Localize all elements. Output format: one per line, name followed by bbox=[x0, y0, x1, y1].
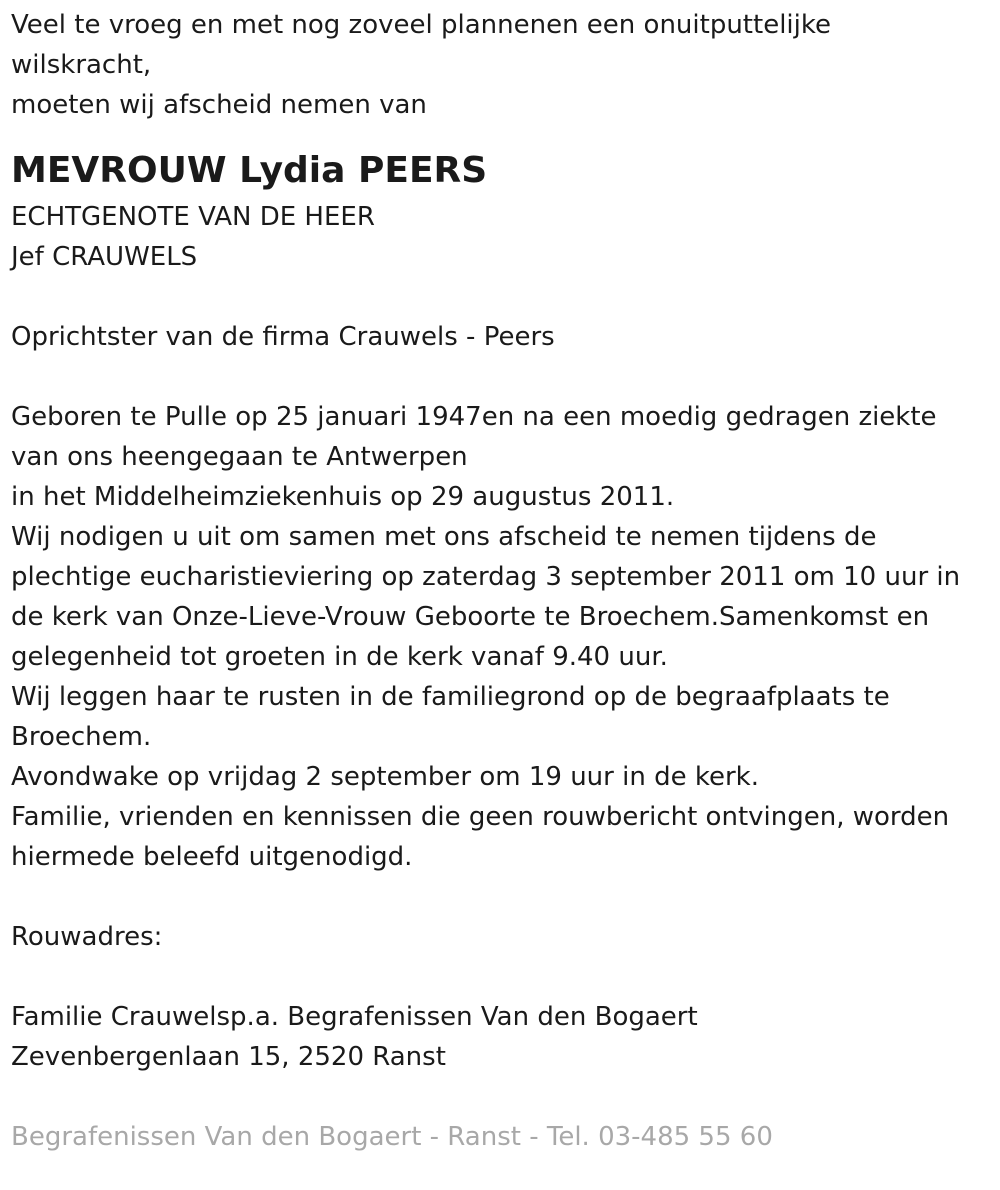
intro-line: Veel te vroeg en met nog zoveel plannenen een onuitputtelijke bbox=[11, 10, 831, 40]
address-line: Familie Crauwelsp.a. Begrafenissen Van den Bogaert bbox=[11, 1002, 698, 1032]
detail-line: in het Middelheimziekenhuis op 29 augustus 2011. bbox=[11, 482, 675, 512]
detail-line: Wij leggen haar te rusten in de familiegrond op de begraafplaats te bbox=[11, 682, 890, 712]
detail-line: Wij nodigen u uit om samen met ons afscheid te nemen tijdens de bbox=[11, 522, 877, 552]
intro-line: wilskracht, bbox=[11, 50, 152, 80]
detail-line: hiermede beleefd uitgenodigd. bbox=[11, 842, 413, 872]
detail-line: gelegenheid tot groeten in de kerk vanaf 9.40 uur. bbox=[11, 642, 668, 672]
detail-line: Avondwake op vrijdag 2 september om 19 uur in de kerk. bbox=[11, 762, 759, 792]
address-label: Rouwadres: bbox=[11, 922, 163, 952]
detail-line: Broechem. bbox=[11, 722, 152, 752]
detail-line: de kerk van Onze-Lieve-Vrouw Geboorte te Broechem.Samenkomst en bbox=[11, 602, 930, 632]
intro-block bbox=[11, 5, 986, 125]
detail-line: van ons heengegaan te Antwerpen bbox=[11, 442, 468, 472]
footer-credit: Begrafenissen Van den Bogaert - Ranst - Tel. 03-485 55 60 bbox=[11, 1122, 773, 1152]
detail-line: Geboren te Pulle op 25 januari 1947en na een moedig gedragen ziekte bbox=[11, 402, 937, 432]
deceased-name: MEVROUW Lydia PEERS bbox=[11, 150, 488, 191]
details-block bbox=[11, 397, 986, 877]
detail-line: plechtige eucharistieviering op zaterdag 3 september 2011 om 10 uur in bbox=[11, 562, 961, 592]
intro-line: moeten wij afscheid nemen van bbox=[11, 90, 427, 120]
detail-line: Familie, vrienden en kennissen die geen rouwbericht ontvingen, worden bbox=[11, 802, 950, 832]
address-block bbox=[11, 997, 986, 1077]
spouse-line: ECHTGENOTE VAN DE HEER bbox=[11, 202, 375, 232]
role-line: Oprichtster van de firma Crauwels - Peers bbox=[11, 322, 555, 352]
obituary-document bbox=[11, 5, 986, 1157]
deceased-block bbox=[11, 147, 986, 277]
spouse-name: Jef CRAUWELS bbox=[11, 242, 198, 272]
address-line: Zevenbergenlaan 15, 2520 Ranst bbox=[11, 1042, 446, 1072]
